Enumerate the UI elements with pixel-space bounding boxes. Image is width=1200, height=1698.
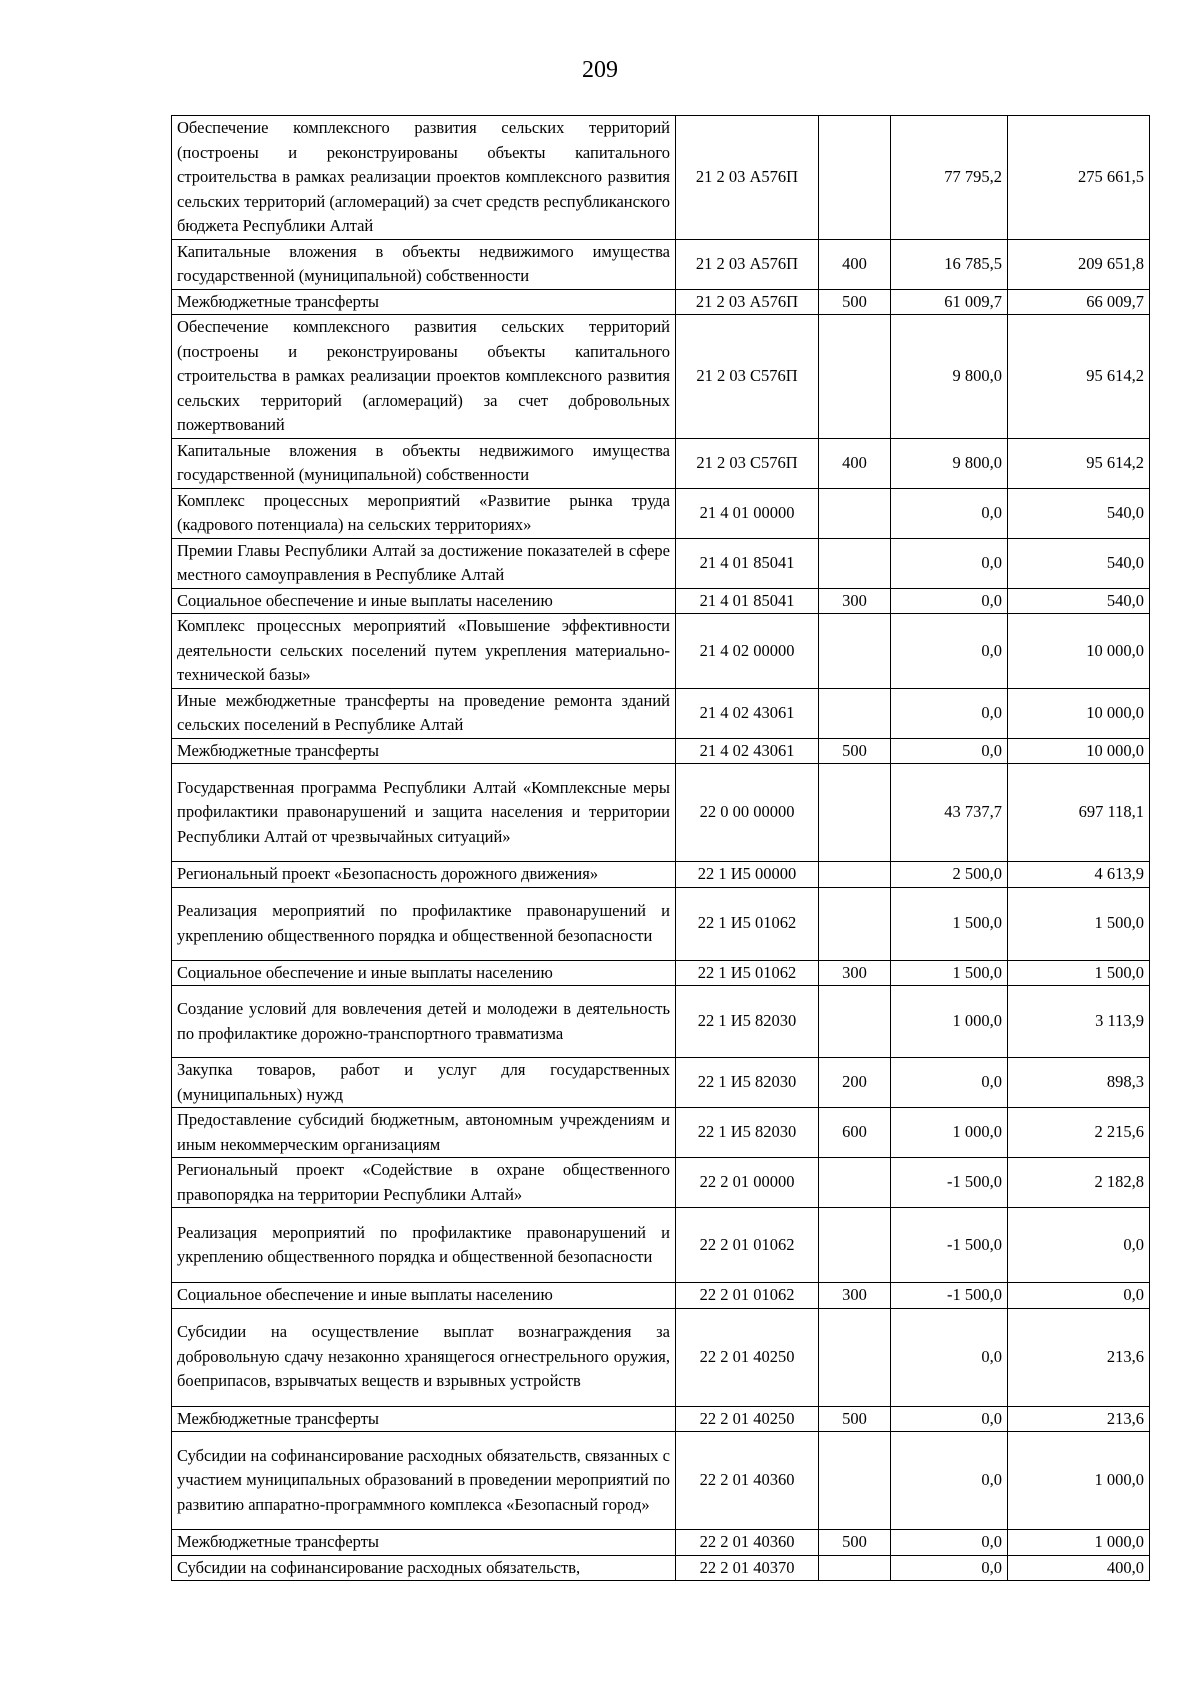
row-amount-change: 0,0 (891, 738, 1008, 764)
row-expense-type (819, 986, 891, 1058)
row-amount-total: 4 613,9 (1008, 862, 1150, 888)
row-expense-type (819, 887, 891, 960)
row-amount-total: 697 118,1 (1008, 764, 1150, 862)
row-code: 22 2 01 01062 (676, 1208, 819, 1283)
row-expense-type: 300 (819, 588, 891, 614)
row-name: Региональный проект «Содействие в охране общественного правопорядка на территории Республики Алтай» (172, 1158, 676, 1208)
row-name: Премии Главы Республики Алтай за достижение показателей в сфере местного самоуправления в Республике Алтай (172, 538, 676, 588)
row-amount-total: 1 000,0 (1008, 1530, 1150, 1556)
row-name: Субсидии на софинансирование расходных обязательств, (172, 1555, 676, 1581)
row-amount-total: 1 000,0 (1008, 1432, 1150, 1530)
row-amount-change: 9 800,0 (891, 315, 1008, 439)
row-expense-type (819, 862, 891, 888)
row-amount-change: 1 000,0 (891, 1108, 1008, 1158)
row-amount-total: 10 000,0 (1008, 688, 1150, 738)
row-code: 22 2 01 40250 (676, 1308, 819, 1406)
row-expense-type (819, 688, 891, 738)
row-amount-total: 95 614,2 (1008, 315, 1150, 439)
row-amount-total: 95 614,2 (1008, 438, 1150, 488)
row-amount-total: 275 661,5 (1008, 116, 1150, 240)
row-name: Реализация мероприятий по профилактике правонарушений и укреплению общественного порядка и общественной безопасности (172, 887, 676, 960)
row-amount-change: 61 009,7 (891, 289, 1008, 315)
row-expense-type: 400 (819, 239, 891, 289)
row-code: 22 1 И5 82030 (676, 986, 819, 1058)
row-expense-type: 500 (819, 289, 891, 315)
row-amount-total: 540,0 (1008, 588, 1150, 614)
budget-table (171, 115, 1150, 1581)
row-code: 22 1 И5 01062 (676, 960, 819, 986)
row-name: Субсидии на осуществление выплат вознаграждения за добровольную сдачу незаконно хранящегося огнестрельного оружия, боеприпасов, взрывчатых веществ и взрывных устройств (172, 1308, 676, 1406)
row-code: 21 4 02 00000 (676, 614, 819, 689)
row-code: 21 2 03 А576П (676, 289, 819, 315)
table-row (172, 1058, 1150, 1108)
row-name: Комплекс процессных мероприятий «Развитие рынка труда (кадрового потенциала) на сельских территориях» (172, 488, 676, 538)
row-expense-type (819, 1158, 891, 1208)
row-name: Предоставление субсидий бюджетным, автономным учреждениям и иным некоммерческим организациям (172, 1108, 676, 1158)
row-amount-total: 10 000,0 (1008, 738, 1150, 764)
row-amount-total: 0,0 (1008, 1208, 1150, 1283)
row-amount-change: -1 500,0 (891, 1283, 1008, 1309)
row-amount-change: 0,0 (891, 1432, 1008, 1530)
row-amount-change: 0,0 (891, 1058, 1008, 1108)
row-expense-type: 300 (819, 960, 891, 986)
row-amount-total: 2 215,6 (1008, 1108, 1150, 1158)
table-row (172, 960, 1150, 986)
row-code: 22 2 01 40370 (676, 1555, 819, 1581)
row-name: Социальное обеспечение и иные выплаты населению (172, 588, 676, 614)
row-amount-change: 9 800,0 (891, 438, 1008, 488)
row-code: 21 4 01 85041 (676, 538, 819, 588)
row-code: 22 1 И5 82030 (676, 1108, 819, 1158)
table-row (172, 1530, 1150, 1556)
row-amount-change: 16 785,5 (891, 239, 1008, 289)
row-code: 21 4 02 43061 (676, 738, 819, 764)
row-amount-change: 0,0 (891, 1555, 1008, 1581)
row-amount-change: 43 737,7 (891, 764, 1008, 862)
row-amount-total: 2 182,8 (1008, 1158, 1150, 1208)
page-number: 209 (582, 57, 618, 83)
row-name: Межбюджетные трансферты (172, 1406, 676, 1432)
row-expense-type (819, 116, 891, 240)
table-row (172, 239, 1150, 289)
row-expense-type (819, 538, 891, 588)
row-code: 22 0 00 00000 (676, 764, 819, 862)
table-row (172, 538, 1150, 588)
row-code: 22 2 01 40360 (676, 1530, 819, 1556)
row-name: Иные межбюджетные трансферты на проведение ремонта зданий сельских поселений в Республике Алтай (172, 688, 676, 738)
table-row (172, 1432, 1150, 1530)
row-amount-total: 540,0 (1008, 488, 1150, 538)
row-code: 21 4 01 00000 (676, 488, 819, 538)
row-code: 22 2 01 40250 (676, 1406, 819, 1432)
row-amount-total: 898,3 (1008, 1058, 1150, 1108)
row-amount-change: 0,0 (891, 588, 1008, 614)
row-expense-type (819, 1308, 891, 1406)
row-amount-total: 1 500,0 (1008, 960, 1150, 986)
row-amount-total: 1 500,0 (1008, 887, 1150, 960)
row-expense-type: 600 (819, 1108, 891, 1158)
row-expense-type: 500 (819, 738, 891, 764)
table-row (172, 862, 1150, 888)
table-row (172, 438, 1150, 488)
row-name: Межбюджетные трансферты (172, 289, 676, 315)
table-row (172, 614, 1150, 689)
row-name: Социальное обеспечение и иные выплаты населению (172, 960, 676, 986)
table-row (172, 289, 1150, 315)
row-amount-change: 77 795,2 (891, 116, 1008, 240)
row-amount-change: 0,0 (891, 1530, 1008, 1556)
row-expense-type (819, 1208, 891, 1283)
table-row (172, 588, 1150, 614)
row-name: Создание условий для вовлечения детей и молодежи в деятельность по профилактике дорожно-транспортного травматизма (172, 986, 676, 1058)
row-name: Региональный проект «Безопасность дорожного движения» (172, 862, 676, 888)
row-amount-change: -1 500,0 (891, 1208, 1008, 1283)
row-code: 21 2 03 С576П (676, 315, 819, 439)
row-amount-change: 1 500,0 (891, 960, 1008, 986)
row-amount-total: 400,0 (1008, 1555, 1150, 1581)
row-expense-type: 400 (819, 438, 891, 488)
row-amount-change: -1 500,0 (891, 1158, 1008, 1208)
table-row (172, 887, 1150, 960)
row-name: Обеспечение комплексного развития сельских территорий (построены и реконструированы объекты капитального строительства в рамках реализации проектов комплексного развития сельских территорий (агломераций) за счет добровольных пожертвований (172, 315, 676, 439)
budget-table-body (172, 116, 1150, 1581)
row-expense-type: 500 (819, 1406, 891, 1432)
row-expense-type: 200 (819, 1058, 891, 1108)
row-expense-type (819, 488, 891, 538)
row-code: 21 2 03 А576П (676, 116, 819, 240)
row-name: Капитальные вложения в объекты недвижимого имущества государственной (муниципальной) собственности (172, 239, 676, 289)
table-row (172, 488, 1150, 538)
row-name: Комплекс процессных мероприятий «Повышение эффективности деятельности сельских поселений путем укрепления материально-технической базы» (172, 614, 676, 689)
row-amount-total: 209 651,8 (1008, 239, 1150, 289)
row-name: Закупка товаров, работ и услуг для государственных (муниципальных) нужд (172, 1058, 676, 1108)
row-amount-change: 0,0 (891, 1406, 1008, 1432)
row-name: Реализация мероприятий по профилактике правонарушений и укреплению общественного порядка и общественной безопасности (172, 1208, 676, 1283)
row-amount-change: 0,0 (891, 538, 1008, 588)
row-code: 22 1 И5 01062 (676, 887, 819, 960)
row-amount-change: 0,0 (891, 488, 1008, 538)
row-code: 22 2 01 01062 (676, 1283, 819, 1309)
row-amount-total: 66 009,7 (1008, 289, 1150, 315)
row-name: Обеспечение комплексного развития сельских территорий (построены и реконструированы объекты капитального строительства в рамках реализации проектов комплексного развития сельских территорий (агломераций) за счет средств республиканского бюджета Республики Алтай (172, 116, 676, 240)
table-row (172, 764, 1150, 862)
table-row (172, 315, 1150, 439)
row-code: 22 2 01 40360 (676, 1432, 819, 1530)
table-row (172, 1158, 1150, 1208)
row-expense-type (819, 764, 891, 862)
row-amount-change: 0,0 (891, 688, 1008, 738)
row-amount-total: 10 000,0 (1008, 614, 1150, 689)
row-expense-type (819, 1555, 891, 1581)
table-row (172, 1406, 1150, 1432)
row-code: 21 2 03 А576П (676, 239, 819, 289)
table-row (172, 1108, 1150, 1158)
row-amount-change: 0,0 (891, 1308, 1008, 1406)
row-code: 22 1 И5 82030 (676, 1058, 819, 1108)
row-amount-total: 213,6 (1008, 1308, 1150, 1406)
table-row (172, 738, 1150, 764)
row-amount-change: 2 500,0 (891, 862, 1008, 888)
row-amount-change: 1 500,0 (891, 887, 1008, 960)
row-name: Социальное обеспечение и иные выплаты населению (172, 1283, 676, 1309)
row-code: 22 2 01 00000 (676, 1158, 819, 1208)
table-row (172, 986, 1150, 1058)
row-expense-type: 500 (819, 1530, 891, 1556)
row-code: 22 1 И5 00000 (676, 862, 819, 888)
table-row (172, 1208, 1150, 1283)
table-row (172, 1555, 1150, 1581)
row-name: Государственная программа Республики Алтай «Комплексные меры профилактики правонарушений и защита населения и территории Республики Алтай от чрезвычайных ситуаций» (172, 764, 676, 862)
table-row (172, 1308, 1150, 1406)
table-row (172, 688, 1150, 738)
row-expense-type (819, 614, 891, 689)
row-name: Капитальные вложения в объекты недвижимого имущества государственной (муниципальной) собственности (172, 438, 676, 488)
row-amount-change: 1 000,0 (891, 986, 1008, 1058)
row-expense-type (819, 1432, 891, 1530)
row-amount-change: 0,0 (891, 614, 1008, 689)
row-name: Межбюджетные трансферты (172, 1530, 676, 1556)
row-amount-total: 540,0 (1008, 538, 1150, 588)
row-amount-total: 0,0 (1008, 1283, 1150, 1309)
row-code: 21 4 01 85041 (676, 588, 819, 614)
row-expense-type (819, 315, 891, 439)
row-code: 21 2 03 С576П (676, 438, 819, 488)
table-row (172, 116, 1150, 240)
row-amount-total: 3 113,9 (1008, 986, 1150, 1058)
row-name: Субсидии на софинансирование расходных обязательств, связанных с участием муниципальных образований в проведении мероприятий по развитию аппаратно-программного комплекса «Безопасный город» (172, 1432, 676, 1530)
table-row (172, 1283, 1150, 1309)
row-name: Межбюджетные трансферты (172, 738, 676, 764)
row-amount-total: 213,6 (1008, 1406, 1150, 1432)
row-expense-type: 300 (819, 1283, 891, 1309)
row-code: 21 4 02 43061 (676, 688, 819, 738)
